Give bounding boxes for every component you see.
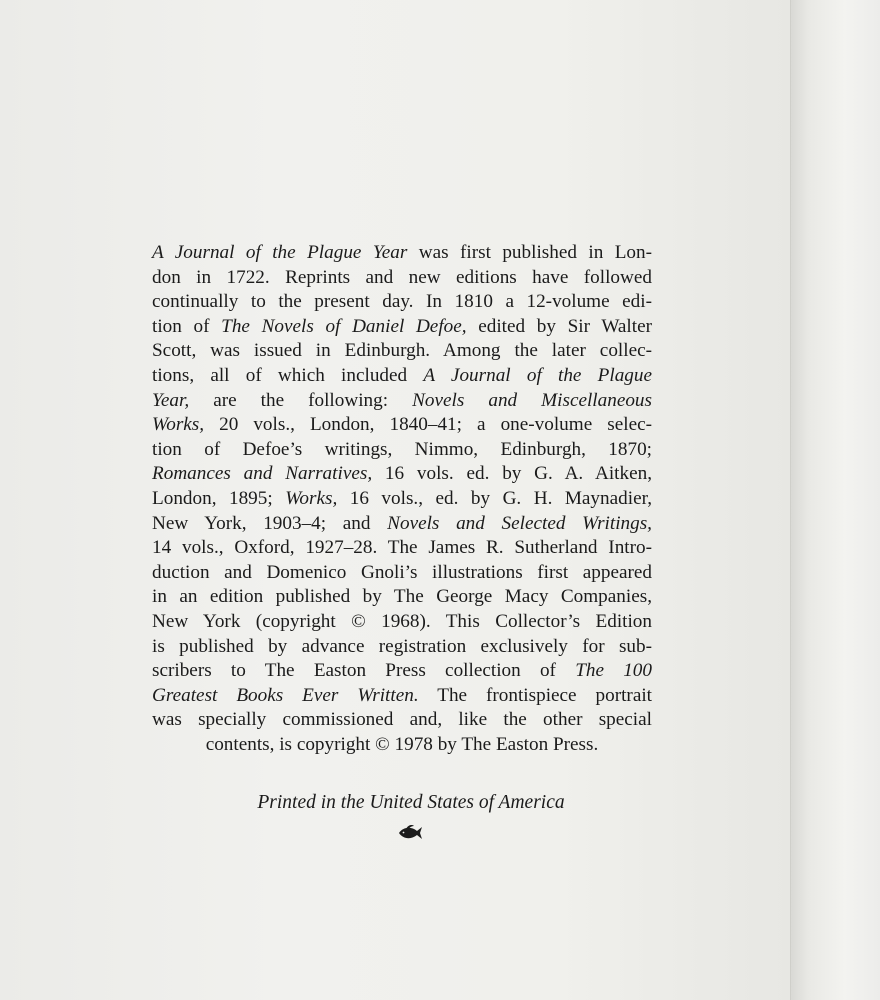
- colophon-line: is published by advance registration exclusively for sub-: [152, 635, 652, 657]
- colophon-line: in an edition published by The George Macy Companies,: [152, 586, 652, 608]
- colophon-line: duction and Domenico Gnoli’s illustrations first appeared: [152, 561, 652, 583]
- colophon-line: Year, are the following: Novels and Miscellaneous: [152, 389, 652, 411]
- fish-ornament-icon: [396, 822, 424, 844]
- colophon-line: Works, 20 vols., London, 1840–41; a one-volume selec-: [152, 414, 652, 436]
- colophon-line: scribers to The Easton Press collection of The 100: [152, 660, 652, 682]
- colophon-line: Scott, was issued in Edinburgh. Among the later collec-: [152, 340, 652, 362]
- colophon-line: Romances and Narratives, 16 vols. ed. by G. A. Aitken,: [152, 463, 652, 485]
- colophon-line: New York, 1903–4; and Novels and Selected Writings,: [152, 512, 652, 534]
- printed-in-notice: Printed in the United States of America: [257, 792, 565, 813]
- page-stack-edge: [790, 0, 880, 1000]
- colophon-paragraph: [152, 241, 652, 757]
- colophon-line: tion of Defoe’s writings, Nimmo, Edinburgh, 1870;: [152, 438, 652, 460]
- colophon-line-final: contents, is copyright © 1978 by The Easton Press.: [205, 733, 599, 755]
- colophon-line: 14 vols., Oxford, 1927–28. The James R. Sutherland Intro-: [152, 537, 652, 559]
- colophon-line: Greatest Books Ever Written. The frontispiece portrait: [152, 684, 652, 706]
- colophon-line: tion of The Novels of Daniel Defoe, edited by Sir Walter: [152, 315, 652, 337]
- colophon-line: continually to the present day. In 1810 a 12-volume edi-: [152, 291, 652, 313]
- colophon-line: don in 1722. Reprints and new editions have followed: [152, 266, 652, 288]
- colophon-line: London, 1895; Works, 16 vols., ed. by G. H. Maynadier,: [152, 487, 652, 509]
- colophon-line: A Journal of the Plague Year was first published in Lon-: [152, 242, 652, 263]
- colophon-line: New York (copyright © 1968). This Collector’s Edition: [152, 610, 652, 632]
- colophon-line: was specially commissioned and, like the other special: [152, 709, 652, 731]
- colophon-line: tions, all of which included A Journal of the Plague: [152, 364, 652, 386]
